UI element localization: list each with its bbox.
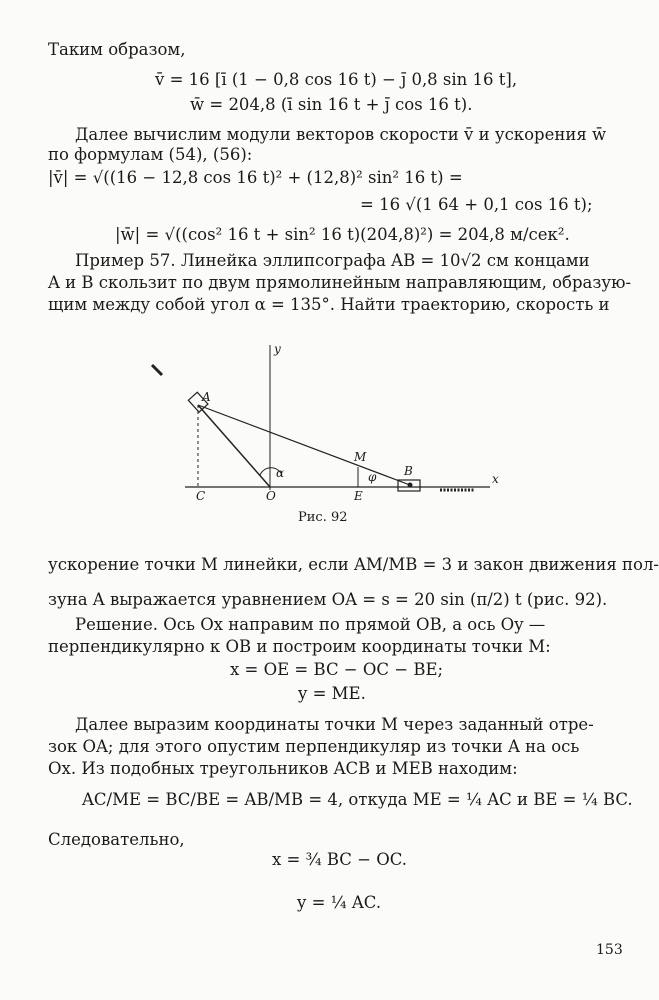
equation: w̄ = 204,8 (ī sin 16 t + j̄ cos 16 t).	[190, 95, 473, 114]
figure-92	[140, 335, 520, 503]
text-line: Далее вычислим модули векторов скорости v̄ и ускорения w̄	[75, 125, 607, 144]
equation: |w̄| = √((cos² 16 t + sin² 16 t)(204,8)²) = 204,8 м/сек².	[115, 225, 570, 244]
equation: y = ¼ AC.	[297, 893, 382, 912]
label-o: O	[266, 489, 276, 503]
text-line: Пример 57. Линейка эллипсографа AB = 10√2 см концами	[75, 251, 590, 270]
page-number: 153	[596, 942, 623, 958]
equation: y = ME.	[298, 684, 366, 703]
label-y: y	[274, 342, 281, 356]
text-line: ускорение точки M линейки, если AM/MB = 3 и закон движения пол-	[48, 555, 659, 574]
figure-caption: Рис. 92	[298, 510, 348, 525]
guide-oa	[198, 405, 270, 487]
label-e: E	[354, 489, 363, 503]
label-m: M	[354, 450, 367, 464]
hatch-top	[152, 365, 162, 375]
text-line: Следовательно,	[48, 830, 185, 849]
label-alpha: α	[276, 466, 285, 480]
text-line: Решение. Ось Ox направим по прямой OB, а ось Oy —	[75, 615, 546, 634]
label-b: B	[404, 464, 413, 478]
label-phi: φ	[368, 470, 377, 484]
text-line: A и B скользит по двум прямолинейным направляющим, образую-	[48, 273, 632, 292]
label-x: x	[492, 472, 499, 486]
pivot-b	[408, 483, 413, 488]
equation: = 16 √(1 64 + 0,1 cos 16 t);	[360, 195, 593, 214]
label-a: A	[202, 390, 211, 404]
text-line: перпендикулярно к OB и построим координаты точки M:	[48, 637, 551, 656]
text-line: зок OA; для этого опустим перпендикуляр из точки A на ось	[48, 737, 580, 756]
equation: x = ¾ BC − OC.	[272, 850, 408, 869]
rod-ab	[198, 405, 410, 485]
text-line: Ox. Из подобных треугольников ACB и MEB находим:	[48, 759, 518, 778]
text-line: Далее выразим координаты точки M через заданный отре-	[75, 715, 594, 734]
equation: v̄ = 16 [ī (1 − 0,8 cos 16 t) − j̄ 0,8 sin 16 t],	[155, 70, 518, 89]
equation: AC/ME = BC/BE = AB/MB = 4, откуда ME = ¼ AC и BE = ¼ BC.	[82, 790, 633, 809]
equation: |v̄| = √((16 − 12,8 cos 16 t)² + (12,8)² sin² 16 t) =	[48, 168, 463, 187]
text-line: Таким образом,	[48, 40, 186, 59]
text-line: зуна A выражается уравнением OA = s = 20 sin (π/2) t (рис. 92).	[48, 590, 608, 609]
text-line: по формулам (54), (56):	[48, 145, 253, 164]
equation: x = OE = BC − OC − BE;	[230, 660, 444, 679]
text-line: щим между собой угол α = 135°. Найти траекторию, скорость и	[48, 295, 610, 314]
label-c: C	[196, 489, 206, 503]
